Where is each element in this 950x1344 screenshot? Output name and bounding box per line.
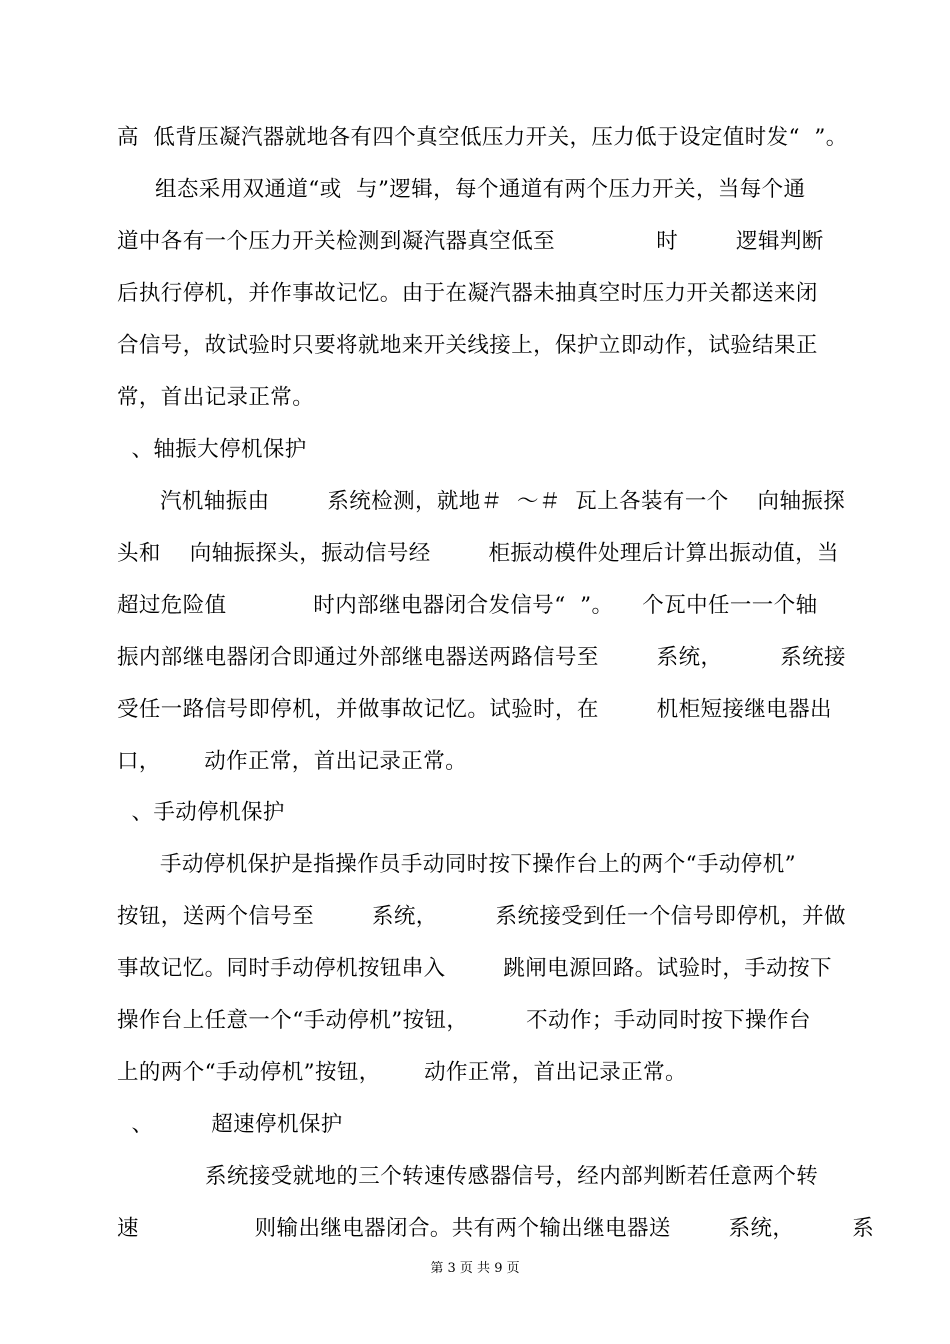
text-line: 汽机轴振由 系统检测，就地＃ ～＃ 瓦上各装有一个 向轴振探 [160,489,846,514]
text-line: 后执行停机，并作事故记忆。由于在凝汽器未抽真空时压力开关都送来闭 [117,281,818,306]
text-line: 按钮，送两个信号至 系统， 系统接受到任一个信号即停机，并做 [117,904,846,929]
text-line: 常，首出记录正常。 [117,385,315,410]
section-heading: 、轴振大停机保护 [117,437,307,462]
text-line: 口， 动作正常，首出记录正常。 [117,749,468,774]
text-line: 受任一路信号即停机，并做事故记忆。试验时，在 机柜短接继电器出 [117,697,832,722]
text-line: 事故记忆。同时手动停机按钮串入 跳闸电源回路。试验时，手动按下 [117,956,832,981]
text-line: 上的两个“手动停机”按钮， 动作正常，首出记录正常。 [117,1060,687,1085]
text-line: 速 则输出继电器闭合。共有两个输出继电器送 系统， 系 [117,1216,875,1241]
page-footer: 第 3 页 共 9 页 [430,1261,520,1276]
text-line: 操作台上任意一个“手动停机”按钮， 不动作；手动同时按下操作台 [117,1008,811,1033]
text-line: 高 低背压凝汽器就地各有四个真空低压力开关，压力低于设定值时发“ ”。 [117,125,848,150]
text-line: 超过危险值 时内部继电器闭合发信号“ ”。 个瓦中任一一个轴 [117,593,818,618]
text-line: 振内部继电器闭合即通过外部继电器送两路信号至 系统， 系统接 [117,645,846,670]
text-line: 合信号，故试验时只要将就地来开关线接上，保护立即动作，试验结果正 [117,333,818,358]
text-line: 手动停机保护是指操作员手动同时按下操作台上的两个“手动停机” [160,852,796,877]
text-line: 组态采用双通道“或 与”逻辑，每个通道有两个压力开关，当每个通 [155,177,806,202]
section-heading: 、 超速停机保护 [117,1112,343,1137]
section-heading: 、手动停机保护 [117,800,285,825]
text-line: 头和 向轴振探头，振动信号经 柜振动模件处理后计算出振动值，当 [117,541,839,566]
text-line: 道中各有一个压力开关检测到凝汽器真空低至 时 逻辑判断 [117,229,824,254]
text-line: 系统接受就地的三个转速传感器信号，经内部判断若任意两个转 [205,1164,819,1189]
